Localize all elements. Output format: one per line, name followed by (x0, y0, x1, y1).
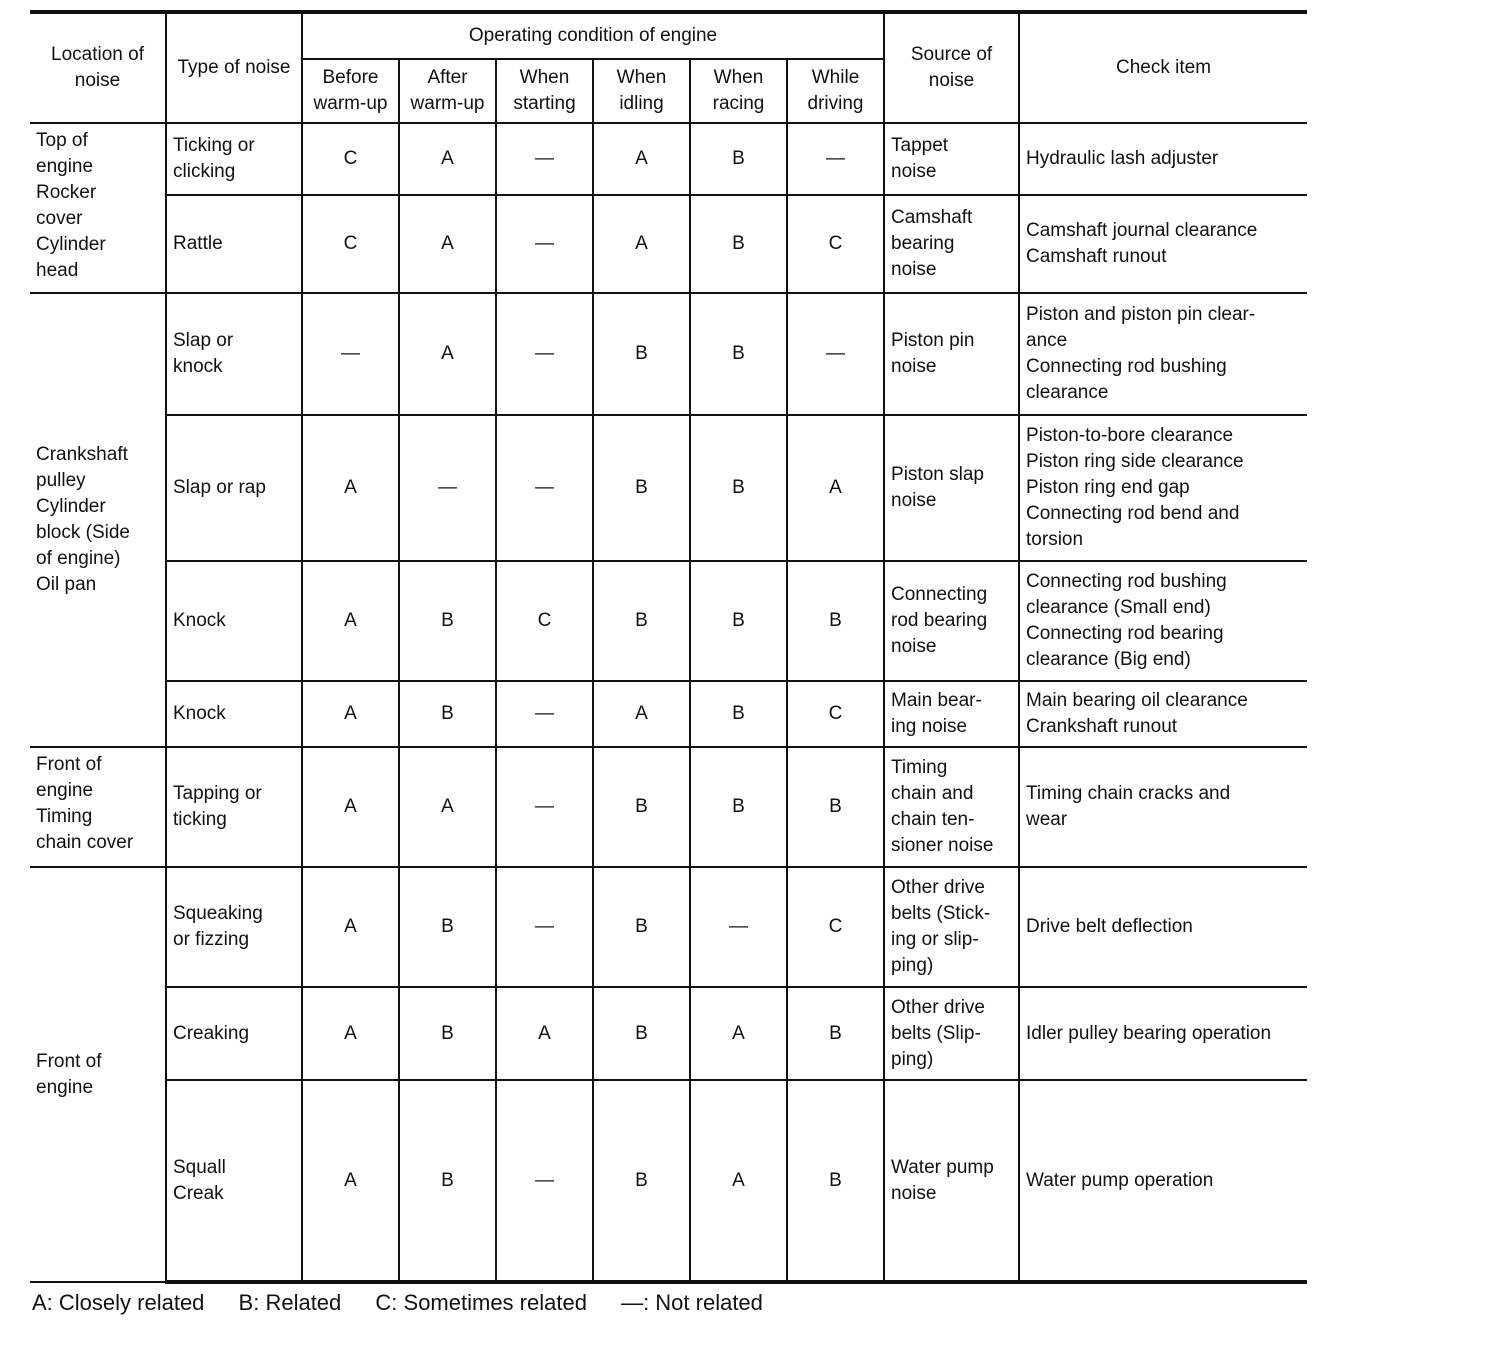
source-cell: Water pump noise (884, 1080, 1019, 1282)
condition-cell: A (302, 1080, 399, 1282)
condition-cell: B (399, 681, 496, 747)
condition-cell: — (496, 747, 593, 867)
check-item-cell: Drive belt deflection (1019, 867, 1307, 987)
condition-cell: B (593, 867, 690, 987)
condition-cell: — (399, 415, 496, 561)
condition-cell: B (690, 561, 787, 681)
condition-cell: — (496, 867, 593, 987)
noise-type-cell: Ticking or clicking (166, 123, 302, 195)
check-item-cell: Idler pulley bearing operation (1019, 987, 1307, 1080)
condition-cell: A (399, 123, 496, 195)
table-row (30, 561, 1307, 681)
legend-item: C: Sometimes related (375, 1290, 587, 1315)
condition-cell: B (787, 561, 884, 681)
condition-cell: — (496, 293, 593, 415)
condition-cell: B (593, 561, 690, 681)
source-cell: Piston slap noise (884, 415, 1019, 561)
condition-cell: B (593, 747, 690, 867)
condition-cell: C (787, 867, 884, 987)
condition-cell: A (593, 681, 690, 747)
condition-cell: A (399, 195, 496, 293)
noise-type-cell: Creaking (166, 987, 302, 1080)
noise-type-cell: Slap or knock (166, 293, 302, 415)
condition-cell: A (302, 561, 399, 681)
condition-cell: B (787, 747, 884, 867)
source-cell: Piston pin noise (884, 293, 1019, 415)
noise-type-cell: Rattle (166, 195, 302, 293)
table-row (30, 195, 1307, 293)
condition-cell: A (302, 987, 399, 1080)
check-item-cell: Hydraulic lash adjuster (1019, 123, 1307, 195)
condition-cell: A (302, 681, 399, 747)
header-type: Type of noise (166, 12, 302, 123)
table-row (30, 987, 1307, 1080)
location-cell: Front of engine Timing chain cover (30, 747, 166, 867)
noise-type-cell: Tapping or ticking (166, 747, 302, 867)
header-condition: When starting (496, 59, 593, 123)
header-condition: While driving (787, 59, 884, 123)
condition-cell: B (787, 987, 884, 1080)
condition-cell: A (302, 867, 399, 987)
header-condition: When racing (690, 59, 787, 123)
condition-cell: B (399, 1080, 496, 1282)
source-cell: Camshaft bearing noise (884, 195, 1019, 293)
table-body (30, 123, 1307, 1282)
condition-cell: B (690, 681, 787, 747)
condition-cell: A (593, 123, 690, 195)
header-row-1 (30, 12, 1307, 59)
condition-cell: A (302, 747, 399, 867)
check-item-cell: Camshaft journal clearance Camshaft runout (1019, 195, 1307, 293)
condition-cell: B (399, 561, 496, 681)
condition-cell: C (302, 123, 399, 195)
condition-cell: A (399, 293, 496, 415)
table-row (30, 867, 1307, 987)
condition-cell: — (496, 123, 593, 195)
condition-cell: A (496, 987, 593, 1080)
table-row (30, 681, 1307, 747)
condition-cell: B (593, 293, 690, 415)
condition-cell: B (690, 293, 787, 415)
source-cell: Other drive belts (Stick- ing or slip- ping) (884, 867, 1019, 987)
source-cell: Tappet noise (884, 123, 1019, 195)
condition-cell: — (787, 293, 884, 415)
table-row (30, 293, 1307, 415)
header-condition: After warm-up (399, 59, 496, 123)
condition-cell: — (787, 123, 884, 195)
header-condition: When idling (593, 59, 690, 123)
condition-cell: A (690, 1080, 787, 1282)
condition-cell: C (787, 681, 884, 747)
location-cell: Front of engine (30, 867, 166, 1282)
legend-item: —: Not related (621, 1290, 763, 1315)
condition-cell: — (496, 415, 593, 561)
check-item-cell: Piston-to-bore clearance Piston ring side clearance Piston ring end gap Connecting rod bend and torsion (1019, 415, 1307, 561)
header-condition: Before warm-up (302, 59, 399, 123)
condition-cell: — (496, 1080, 593, 1282)
table-row (30, 1080, 1307, 1282)
condition-cell: A (593, 195, 690, 293)
header-operating-condition: Operating condition of engine (302, 12, 884, 59)
condition-cell: A (690, 987, 787, 1080)
condition-cell: C (302, 195, 399, 293)
condition-cell: A (399, 747, 496, 867)
legend-item: B: Related (238, 1290, 342, 1315)
condition-cell: — (690, 867, 787, 987)
table-row (30, 123, 1307, 195)
header-location: Location of noise (30, 12, 166, 123)
condition-cell: B (593, 415, 690, 561)
noise-type-cell: Squeaking or fizzing (166, 867, 302, 987)
condition-cell: A (302, 415, 399, 561)
noise-diagnosis-table (30, 10, 1307, 1284)
condition-cell: B (787, 1080, 884, 1282)
check-item-cell: Main bearing oil clearance Crankshaft runout (1019, 681, 1307, 747)
condition-cell: B (690, 195, 787, 293)
source-cell: Other drive belts (Slip- ping) (884, 987, 1019, 1080)
legend (32, 1290, 791, 1316)
condition-cell: B (690, 123, 787, 195)
check-item-cell: Water pump operation (1019, 1080, 1307, 1282)
condition-cell: B (399, 867, 496, 987)
source-cell: Connecting rod bearing noise (884, 561, 1019, 681)
condition-cell: B (690, 415, 787, 561)
noise-type-cell: Squall Creak (166, 1080, 302, 1282)
source-cell: Timing chain and chain ten- sioner noise (884, 747, 1019, 867)
condition-cell: — (496, 195, 593, 293)
table-row (30, 415, 1307, 561)
condition-cell: A (787, 415, 884, 561)
condition-cell: C (496, 561, 593, 681)
source-cell: Main bear- ing noise (884, 681, 1019, 747)
noise-type-cell: Knock (166, 561, 302, 681)
noise-type-cell: Slap or rap (166, 415, 302, 561)
location-cell: Crankshaft pulley Cylinder block (Side of engine) Oil pan (30, 293, 166, 747)
condition-cell: C (787, 195, 884, 293)
condition-cell: B (399, 987, 496, 1080)
table-row (30, 747, 1307, 867)
check-item-cell: Piston and piston pin clear- ance Connecting rod bushing clearance (1019, 293, 1307, 415)
check-item-cell: Timing chain cracks and wear (1019, 747, 1307, 867)
noise-type-cell: Knock (166, 681, 302, 747)
header-check: Check item (1019, 12, 1307, 123)
condition-cell: B (593, 987, 690, 1080)
location-cell: Top of engine Rocker cover Cylinder head (30, 123, 166, 293)
condition-cell: — (302, 293, 399, 415)
condition-cell: B (593, 1080, 690, 1282)
check-item-cell: Connecting rod bushing clearance (Small end) Connecting rod bearing clearance (Big end) (1019, 561, 1307, 681)
condition-cell: B (690, 747, 787, 867)
condition-cell: — (496, 681, 593, 747)
header-source: Source of noise (884, 12, 1019, 123)
legend-item: A: Closely related (32, 1290, 205, 1315)
